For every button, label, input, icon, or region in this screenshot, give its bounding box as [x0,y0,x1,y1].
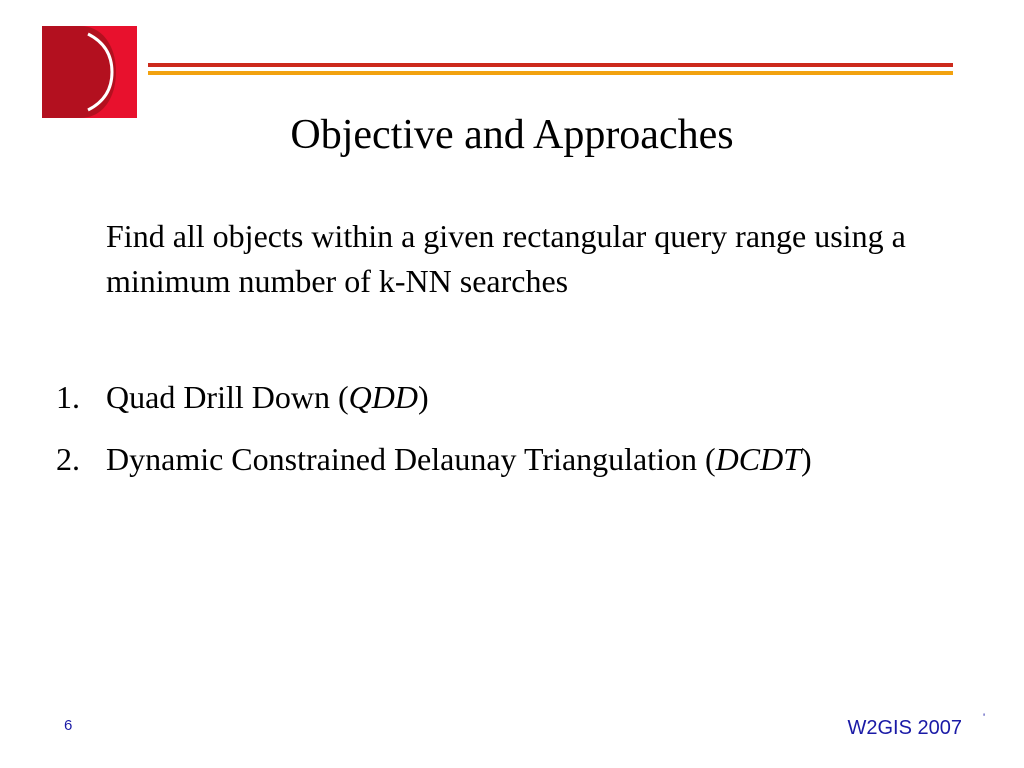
logo-d-icon [42,26,137,118]
logo [42,26,137,118]
list-item [56,375,916,420]
approach-label: Dynamic Constrained Delaunay Triangulation ( [106,441,716,477]
list-item [56,437,916,482]
approach-qdd [106,375,916,420]
slide-title: Objective and Approaches [290,112,734,158]
approach-label-close: ) [417,379,429,415]
approach-abbreviation: DCDT [715,441,802,477]
approach-label: Quad Drill Down ( [106,379,349,415]
page-number: 6 [64,717,73,734]
header-rule-orange [148,71,953,75]
footer-mark: ' [983,712,986,724]
approach-label-close: ) [801,441,812,477]
list-number: 2. [56,441,80,477]
approach-dcdt [106,437,916,482]
footer-conference: W2GIS 2007 [847,717,962,739]
list-number: 1. [56,379,80,415]
header-rule-red [148,63,953,67]
approach-abbreviation: QDD [348,379,418,415]
approach-list [56,375,916,499]
objective-text: Find all objects within a given rectangular query range using a minimum number of k-NN searches [106,218,906,299]
